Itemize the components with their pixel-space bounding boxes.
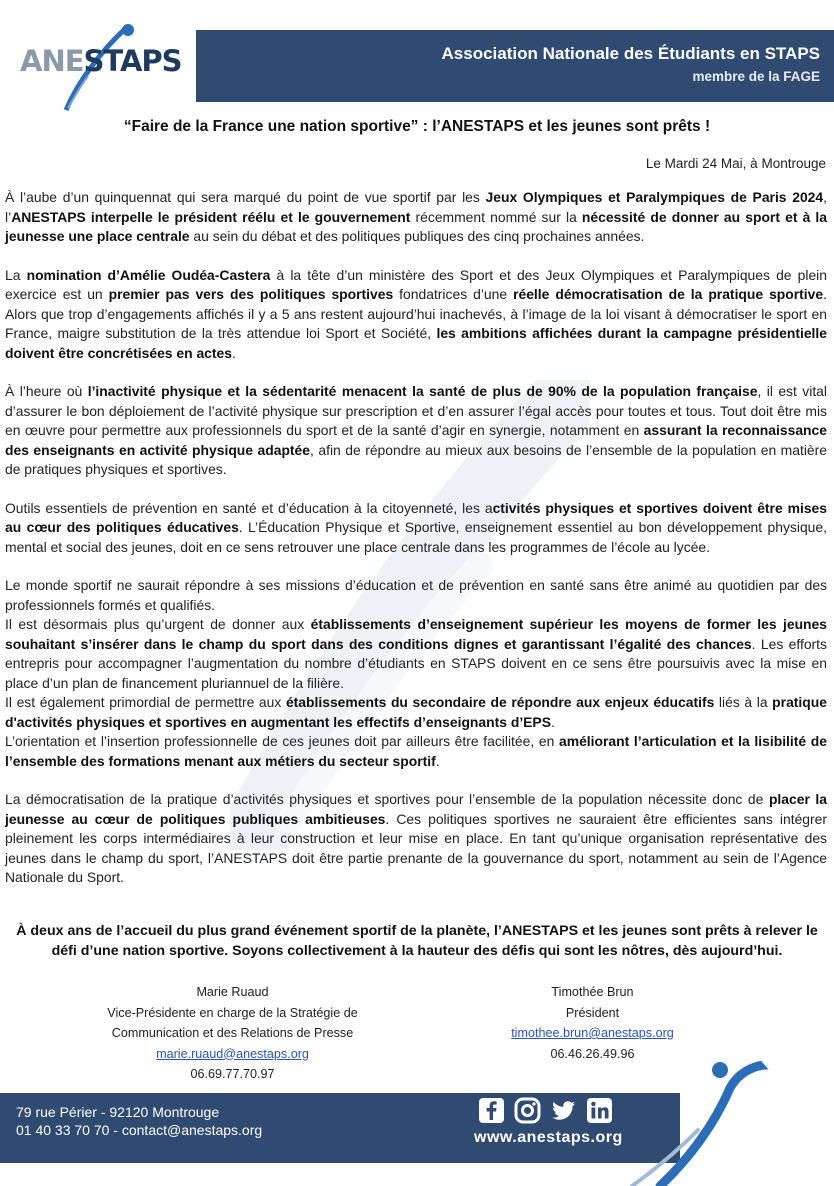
footer-phone-email: 01 40 33 70 70 - contact@anestaps.org xyxy=(16,1122,263,1138)
footer-contact xyxy=(16,1103,262,1139)
signature-left xyxy=(90,982,375,1085)
footer-address: 79 rue Périer - 92120 Montrouge xyxy=(16,1104,220,1120)
paragraph-6: Il est désormais plus qu’urgent de donner aux établissements d’enseignement supérieur les moyens de former les jeunes souhaitant s’insérer dans le champ du sport dans des conditions dignes et garantissant l’égalité des chances. Les efforts entrepris pour accompagner l’augmentation du nombre d’étudiants en STAPS doivent en ce sens être poursuivis avec la mise en place d’un plan de financement pluriannuel de la filière. xyxy=(5,616,827,691)
anestaps-logo xyxy=(18,22,182,112)
social-links xyxy=(478,1097,613,1125)
organization-name: Association Nationale des Étudiants en STAPS xyxy=(441,44,820,63)
conclusion-statement: À deux ans de l’accueil du plus grand événement sportif de la planète, l’ANESTAPS et les jeunes sont prêts à relever le défi d’une nation sportive. Soyons collectivement à la hauteur des défis qui sont les nôtres, dès aujourd’hui. xyxy=(16,923,818,959)
paragraph-3: À l’heure où l’inactivité physique et la sédentarité menacent la santé de plus de 90% de la population française, il est vital d’assurer le bon déploiement de l’activité physique sur prescription et d’en assurer l’égal accès pour toutes et tous. Tout doit être mis en œuvre pour permettre aux professionnels du sport et de la santé d’agir en synergie, notamment en assurant la reconnaissance des enseignants en activité physique adaptée, afin de répondre au mieux aux besoins de l’ensemble de la population en matière de pratiques physiques et sportives. xyxy=(5,383,827,477)
signatory-role: Président xyxy=(565,1005,620,1020)
organization-affiliation: membre de la FAGE xyxy=(692,69,820,84)
paragraph-5: Le monde sportif ne saurait répondre à ses missions d’éducation et de prévention en santé sans être animé au quotidien par des professionnels formés et qualifiés. xyxy=(5,577,827,613)
paragraph-2: La nomination d’Amélie Oudéa-Castera à la tête d’un ministère des Sport et des Jeux Olympiques et Paralympiques de plein exercice est un premier pas vers des politiques sportives fondatrices d’une réelle démocratisation de la pratique sportive. Alors que trop d’engagements affichés il y a 5 ans restent aujourd’hui inachevés, à l’image de la loi visant à démocratiser le sport en France, maigre substitution de la très attendue loi Sport et Société, les ambitions affichées durant la campagne présidentielle doivent être concrétisées en actes. xyxy=(5,266,827,361)
signatory-email-link[interactable]: timothee.brun@anestaps.org xyxy=(511,1026,674,1040)
header-banner xyxy=(196,30,834,102)
paragraph-1: À l’aube d’un quinquennat qui sera marqué du point de vue sportif par les Jeux Olympiques et Paralympiques de Paris 2024, l’ANESTAPS interpelle le président réélu et le gouvernement récemment nommé sur la nécessité de donner au sport et à la jeunesse une place centrale au sein du débat et des politiques publiques des cinq prochaines années. xyxy=(5,189,828,244)
signatory-name: Timothée Brun xyxy=(551,985,634,999)
signatory-name: Marie Ruaud xyxy=(196,985,269,999)
signatory-phone: 06.69.77.70.97 xyxy=(190,1067,275,1081)
twitter-icon[interactable] xyxy=(550,1097,577,1124)
paragraph-4: Outils essentiels de prévention en santé et d’éducation à la citoyenneté, les activités physiques et sportives doivent être mises au cœur des politiques éducatives. L’Éducation Physique et Sportive, enseignement essentiel au bon développement physique, mental et social des jeunes, doit en ce sens retrouver une place centrale dans les programmes de l’école au lycée. xyxy=(5,499,827,555)
paragraph-7: Il est également primordial de permettre aux établissements du secondaire de répondre aux enjeux éducatifs liés à la pratique d'activités physiques et sportives en augmentant les effectifs d’enseignants d’EPS. xyxy=(5,694,827,730)
paragraph-9: La démocratisation de la pratique d’activités physiques et sportives pour l’ensemble de la population nécessite donc de placer la jeunesse au cœur de politiques publiques ambitieuses. Ces politiques sportives ne sauraient être efficientes sans intégrer pleinement les corps intermédiaires à leur construction et leur mise en place. En tant qu’unique organisation représentative des jeunes dans le champ du sport, l’ANESTAPS doit être partie prenante de la gouvernance du sport, notamment au sein de l’Agence Nationale du Sport. xyxy=(5,791,828,885)
paragraph-8: L’orientation et l’insertion professionnelle de ces jeunes doit par ailleurs être facilitée, en améliorant l’articulation et la lisibilité de l’ensemble des formations menant aux métiers du secteur sportif. xyxy=(5,733,827,769)
date-location: Le Mardi 24 Mai, à Montrouge xyxy=(645,156,826,171)
footer-swoosh-icon xyxy=(600,1048,834,1186)
facebook-icon[interactable] xyxy=(478,1097,505,1124)
footer-banner xyxy=(0,1093,680,1163)
signatory-phone: 06.46.26.49.96 xyxy=(550,1046,635,1061)
signatory-role: Communication et des Relations de Presse xyxy=(111,1026,354,1040)
press-release-title: “Faire de la France une nation sportive” : l’ANESTAPS et les jeunes sont prêts ! xyxy=(123,118,711,135)
website-link[interactable]: www.anestaps.org xyxy=(474,1129,623,1146)
logo-wordmark: ANESTAPS xyxy=(20,44,182,78)
press-release-body xyxy=(5,188,827,888)
signatory-email-link[interactable]: marie.ruaud@anestaps.org xyxy=(156,1046,309,1061)
signatory-role: Vice-Présidente en charge de la Stratégie de xyxy=(107,1005,358,1020)
instagram-icon[interactable] xyxy=(514,1097,541,1124)
